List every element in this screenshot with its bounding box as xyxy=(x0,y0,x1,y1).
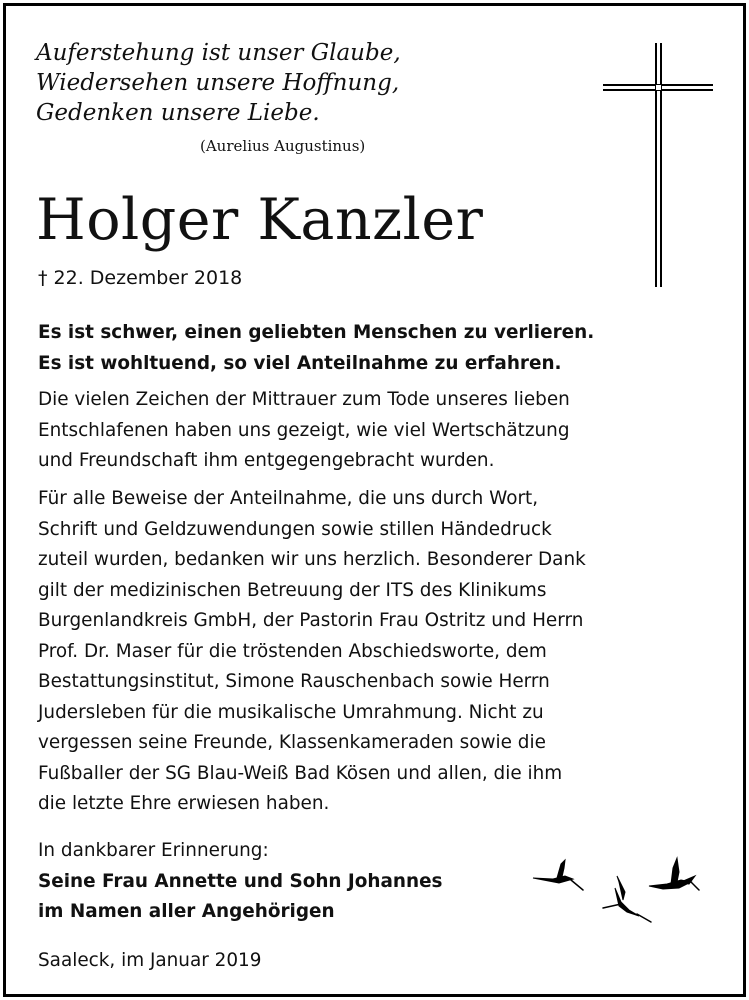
headline xyxy=(38,318,594,379)
deceased-name: Holger Kanzler xyxy=(36,187,484,253)
text-line: Die vielen Zeichen der Mittrauer zum Tode unseres lieben xyxy=(38,389,570,410)
quote-line: Auferstehung ist unser Glaube, xyxy=(36,40,401,66)
headline-line: Es ist wohltuend, so viel Anteilnahme zu erfahren. xyxy=(38,352,562,374)
text-line: gilt der medizinischen Betreuung der ITS des Klinikums xyxy=(38,579,547,601)
text-line: Für alle Beweise der Anteilnahme, die uns durch Wort, xyxy=(38,488,539,509)
closing-block xyxy=(38,836,443,928)
text-line: Bestattungsinstitut, Simone Rauschenbach sowie Herrn xyxy=(38,671,550,692)
headline-line: Es ist schwer, einen geliebten Menschen zu verlieren. xyxy=(38,322,595,343)
text-line: Judersleben für die musikalische Umrahmung. Nicht zu xyxy=(38,701,544,723)
closing-intro: In dankbarer Erinnerung: xyxy=(38,840,269,861)
text-line: Fußballer der SG Blau-Weiß Bad Kösen und allen, die ihm xyxy=(38,762,563,784)
quote-line: Wiedersehen unsere Hoffnung, xyxy=(36,70,400,96)
text-line: und Freundschaft ihm entgegengebracht wurden. xyxy=(38,450,495,471)
paragraph-thanks-detail xyxy=(38,484,586,820)
text-line: vergessen seine Freunde, Klassenkameraden sowie die xyxy=(38,732,546,753)
quote-block xyxy=(36,38,401,128)
signer-line: Seine Frau Annette und Sohn Johannes xyxy=(38,870,443,892)
flying-cranes-icon xyxy=(531,854,711,924)
place-date: Saaleck, im Januar 2019 xyxy=(38,950,262,971)
signer-line: im Namen aller Angehörigen xyxy=(38,901,335,922)
quote-author: (Aurelius Augustinus) xyxy=(200,137,366,155)
paragraph-thanks-intro xyxy=(38,385,570,477)
text-line: Prof. Dr. Maser für die tröstenden Abschiedsworte, dem xyxy=(38,640,547,662)
text-line: Burgenlandkreis GmbH, der Pastorin Frau Ostritz und Herrn xyxy=(38,610,584,631)
cross-icon xyxy=(603,43,713,293)
text-line: zuteil wurden, bedanken wir uns herzlich. Besonderer Dank xyxy=(38,549,586,570)
quote-line: Gedenken unsere Liebe. xyxy=(36,100,320,126)
death-date: † 22. Dezember 2018 xyxy=(38,267,243,289)
text-line: Schrift und Geldzuwendungen sowie stillen Händedruck xyxy=(38,518,552,540)
obituary-card xyxy=(3,3,746,997)
text-line: Entschlafenen haben uns gezeigt, wie viel Wertschätzung xyxy=(38,419,570,441)
text-line: die letzte Ehre erwiesen haben. xyxy=(38,793,330,814)
